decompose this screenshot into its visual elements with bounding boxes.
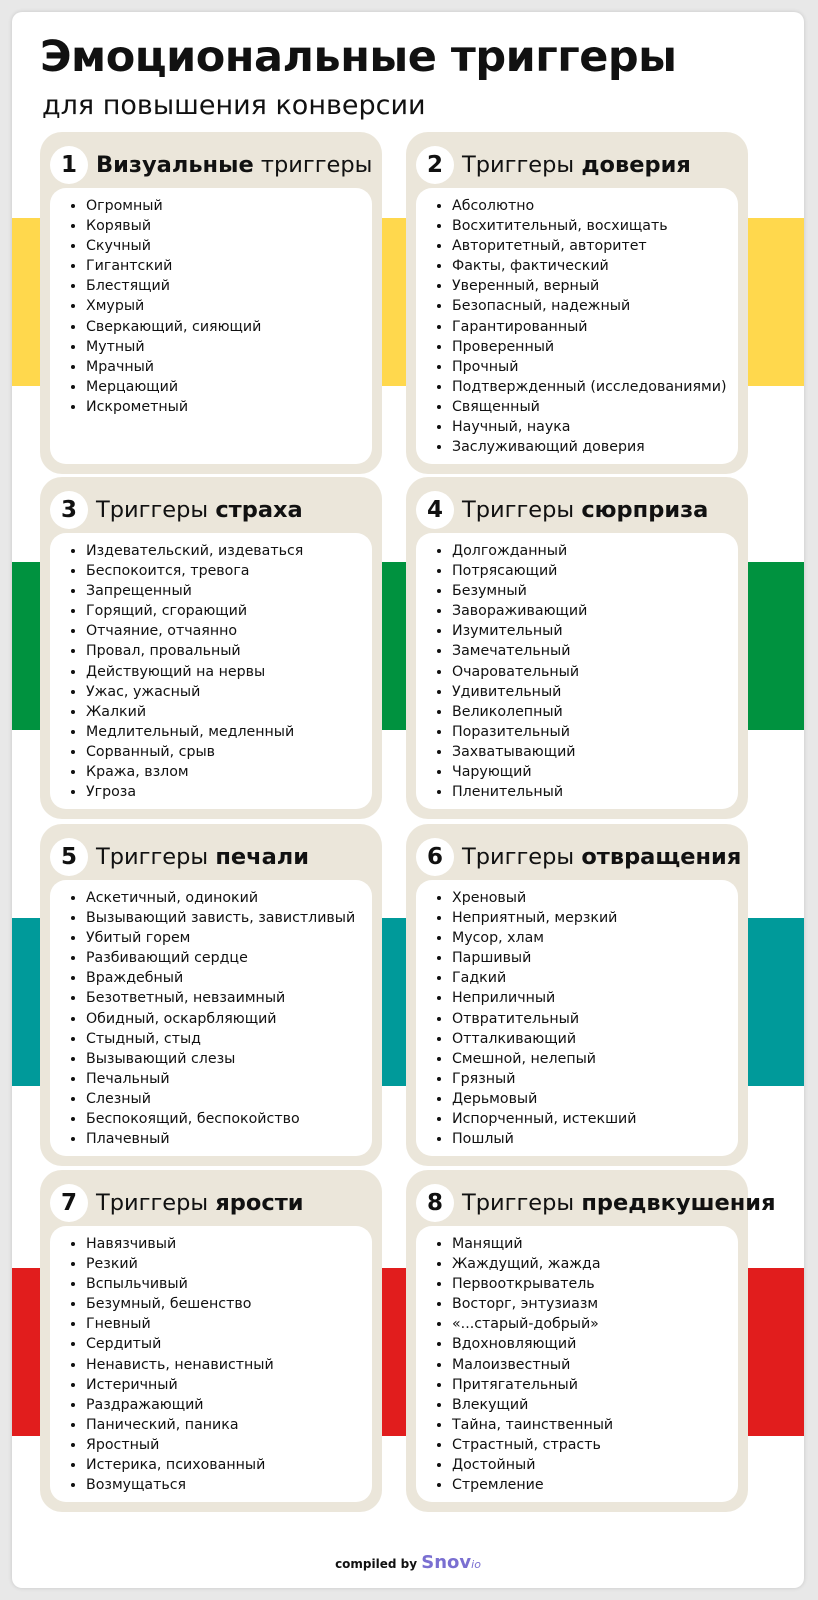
list-item: • Хмурый: [86, 296, 372, 316]
card-list-box: [50, 188, 372, 464]
footer-credit: [12, 1552, 804, 1573]
card-number: 1: [50, 146, 88, 184]
page-title: Эмоциональные триггеры: [40, 32, 677, 82]
card-list-box: [50, 880, 372, 1156]
list-item: • Восторг, энтузиазм: [452, 1294, 738, 1314]
card-title: Триггеры ярости: [96, 1190, 304, 1216]
card-number: 4: [416, 491, 454, 529]
list-item: • Безопасный, надежный: [452, 296, 738, 316]
card-title: Триггеры предвкушения: [462, 1190, 776, 1216]
list-item: • Запрещенный: [86, 581, 372, 601]
card-number: 7: [50, 1184, 88, 1222]
list-item: • Угроза: [86, 782, 372, 802]
list-item: • Возмущаться: [86, 1475, 372, 1495]
list-item: • Стыдный, стыд: [86, 1029, 372, 1049]
card-title: Триггеры доверия: [462, 152, 691, 178]
list-item: • Сорванный, срыв: [86, 742, 372, 762]
list-item: • Гневный: [86, 1314, 372, 1334]
list-item: • Завораживающий: [452, 601, 738, 621]
list-item: • Стремление: [452, 1475, 738, 1495]
list-item: • Ужас, ужасный: [86, 682, 372, 702]
list-item: • Издевательский, издеваться: [86, 541, 372, 561]
list-item: • Пошлый: [452, 1129, 738, 1149]
list-item: • «...старый-добрый»: [452, 1314, 738, 1334]
card-header: [416, 142, 691, 188]
list-item: • Мусор, хлам: [452, 928, 738, 948]
list-item: • Провал, провальный: [86, 641, 372, 661]
card-list-box: [416, 533, 738, 809]
card-sadness-triggers: [40, 824, 382, 1166]
list-item: • Прочный: [452, 357, 738, 377]
card-title: Триггеры печали: [96, 844, 310, 870]
list-item: • Навязчивый: [86, 1234, 372, 1254]
list-item: • Убитый горем: [86, 928, 372, 948]
card-header: [416, 1180, 776, 1226]
list-item: • Огромный: [86, 196, 372, 216]
list-item: • Восхитительный, восхищать: [452, 216, 738, 236]
list-item: • Искрометный: [86, 397, 372, 417]
list-item: • Великолепный: [452, 702, 738, 722]
card-disgust-triggers: [406, 824, 748, 1166]
card-title: Триггеры сюрприза: [462, 497, 709, 523]
list-item: • Вспыльчивый: [86, 1274, 372, 1294]
list-item: • Пленительный: [452, 782, 738, 802]
card-number: 5: [50, 838, 88, 876]
card-anticipation-triggers: [406, 1170, 776, 1512]
card-number: 3: [50, 491, 88, 529]
trigger-list: [416, 533, 738, 802]
list-item: • Плачевный: [86, 1129, 372, 1149]
card-header: [50, 1180, 304, 1226]
list-item: • Авторитетный, авторитет: [452, 236, 738, 256]
card-list-box: [416, 1226, 738, 1502]
list-item: • Корявый: [86, 216, 372, 236]
list-item: • Отвратительный: [452, 1009, 738, 1029]
card-header: [416, 834, 741, 880]
list-item: • Обидный, оскарбляющий: [86, 1009, 372, 1029]
list-item: • Достойный: [452, 1455, 738, 1475]
list-item: • Мерцающий: [86, 377, 372, 397]
list-item: • Ненависть, ненавистный: [86, 1355, 372, 1375]
list-item: • Аскетичный, одинокий: [86, 888, 372, 908]
list-item: • Подтвержденный (исследованиями): [452, 377, 738, 397]
card-list-box: [416, 188, 738, 464]
trigger-list: [50, 1226, 372, 1495]
card-fear-triggers: [40, 477, 382, 819]
card-trust-triggers: [406, 132, 748, 474]
card-surprise-triggers: [406, 477, 748, 819]
list-item: • Поразительный: [452, 722, 738, 742]
list-item: • Дерьмовый: [452, 1089, 738, 1109]
list-item: • Потрясающий: [452, 561, 738, 581]
trigger-list: [50, 533, 372, 802]
list-item: • Безответный, невзаимный: [86, 988, 372, 1008]
list-item: • Паршивый: [452, 948, 738, 968]
list-item: • Кража, взлом: [86, 762, 372, 782]
list-item: • Мрачный: [86, 357, 372, 377]
list-item: • Захватывающий: [452, 742, 738, 762]
card-visual-triggers: [40, 132, 382, 474]
card-number: 8: [416, 1184, 454, 1222]
list-item: • Священный: [452, 397, 738, 417]
list-item: • Долгожданный: [452, 541, 738, 561]
list-item: • Беспокоящий, беспокойство: [86, 1109, 372, 1129]
list-item: • Слезный: [86, 1089, 372, 1109]
list-item: • Вызывающий слезы: [86, 1049, 372, 1069]
list-item: • Чарующий: [452, 762, 738, 782]
list-item: • Замечательный: [452, 641, 738, 661]
list-item: • Скучный: [86, 236, 372, 256]
list-item: • Безумный, бешенство: [86, 1294, 372, 1314]
card-rage-triggers: [40, 1170, 382, 1512]
list-item: • Вдохновляющий: [452, 1334, 738, 1354]
card-header: [50, 487, 303, 533]
list-item: • Неприличный: [452, 988, 738, 1008]
list-item: • Отталкивающий: [452, 1029, 738, 1049]
infographic-page: [12, 12, 804, 1588]
list-item: • Влекущий: [452, 1395, 738, 1415]
list-item: • Страстный, страсть: [452, 1435, 738, 1455]
list-item: • Удивительный: [452, 682, 738, 702]
list-item: • Сердитый: [86, 1334, 372, 1354]
list-item: • Панический, паника: [86, 1415, 372, 1435]
list-item: • Притягательный: [452, 1375, 738, 1395]
list-item: • Первооткрыватель: [452, 1274, 738, 1294]
list-item: • Истерика, психованный: [86, 1455, 372, 1475]
list-item: • Малоизвестный: [452, 1355, 738, 1375]
list-item: • Действующий на нервы: [86, 662, 372, 682]
list-item: • Очаровательный: [452, 662, 738, 682]
list-item: • Мутный: [86, 337, 372, 357]
list-item: • Истеричный: [86, 1375, 372, 1395]
list-item: • Жалкий: [86, 702, 372, 722]
card-title: Триггеры страха: [96, 497, 303, 523]
list-item: • Хреновый: [452, 888, 738, 908]
list-item: • Горящий, сгорающий: [86, 601, 372, 621]
list-item: • Гадкий: [452, 968, 738, 988]
list-item: • Испорченный, истекший: [452, 1109, 738, 1129]
list-item: • Неприятный, мерзкий: [452, 908, 738, 928]
list-item: • Абсолютно: [452, 196, 738, 216]
list-item: • Смешной, нелепый: [452, 1049, 738, 1069]
list-item: • Печальный: [86, 1069, 372, 1089]
list-item: • Тайна, таинственный: [452, 1415, 738, 1435]
list-item: • Сверкающий, сияющий: [86, 317, 372, 337]
card-number: 6: [416, 838, 454, 876]
list-item: • Гигантский: [86, 256, 372, 276]
list-item: • Проверенный: [452, 337, 738, 357]
trigger-list: [416, 880, 738, 1149]
list-item: • Уверенный, верный: [452, 276, 738, 296]
card-header: [50, 834, 309, 880]
list-item: • Гарантированный: [452, 317, 738, 337]
card-title: Визуальные триггеры: [96, 152, 373, 178]
brand-logo: Snovio: [421, 1552, 481, 1573]
card-list-box: [50, 533, 372, 809]
card-list-box: [50, 1226, 372, 1502]
card-list-box: [416, 880, 738, 1156]
trigger-list: [50, 880, 372, 1149]
list-item: • Медлительный, медленный: [86, 722, 372, 742]
card-number: 2: [416, 146, 454, 184]
list-item: • Факты, фактический: [452, 256, 738, 276]
list-item: • Жаждущий, жажда: [452, 1254, 738, 1274]
trigger-list: [416, 188, 738, 457]
list-item: • Разбивающий сердце: [86, 948, 372, 968]
list-item: • Вызывающий зависть, завистливый: [86, 908, 372, 928]
trigger-list: [50, 188, 372, 417]
list-item: • Безумный: [452, 581, 738, 601]
list-item: • Блестящий: [86, 276, 372, 296]
list-item: • Беспокоится, тревога: [86, 561, 372, 581]
list-item: • Отчаяние, отчаянно: [86, 621, 372, 641]
compiled-by-text: compiled by: [335, 1557, 418, 1571]
page-subtitle: для повышения конверсии: [42, 90, 426, 121]
list-item: • Заслуживающий доверия: [452, 437, 738, 457]
card-title: Триггеры отвращения: [462, 844, 742, 870]
list-item: • Изумительный: [452, 621, 738, 641]
list-item: • Резкий: [86, 1254, 372, 1274]
list-item: • Манящий: [452, 1234, 738, 1254]
card-header: [416, 487, 708, 533]
list-item: • Враждебный: [86, 968, 372, 988]
trigger-list: [416, 1226, 738, 1495]
list-item: • Яростный: [86, 1435, 372, 1455]
card-header: [50, 142, 372, 188]
list-item: • Грязный: [452, 1069, 738, 1089]
list-item: • Раздражающий: [86, 1395, 372, 1415]
list-item: • Научный, наука: [452, 417, 738, 437]
